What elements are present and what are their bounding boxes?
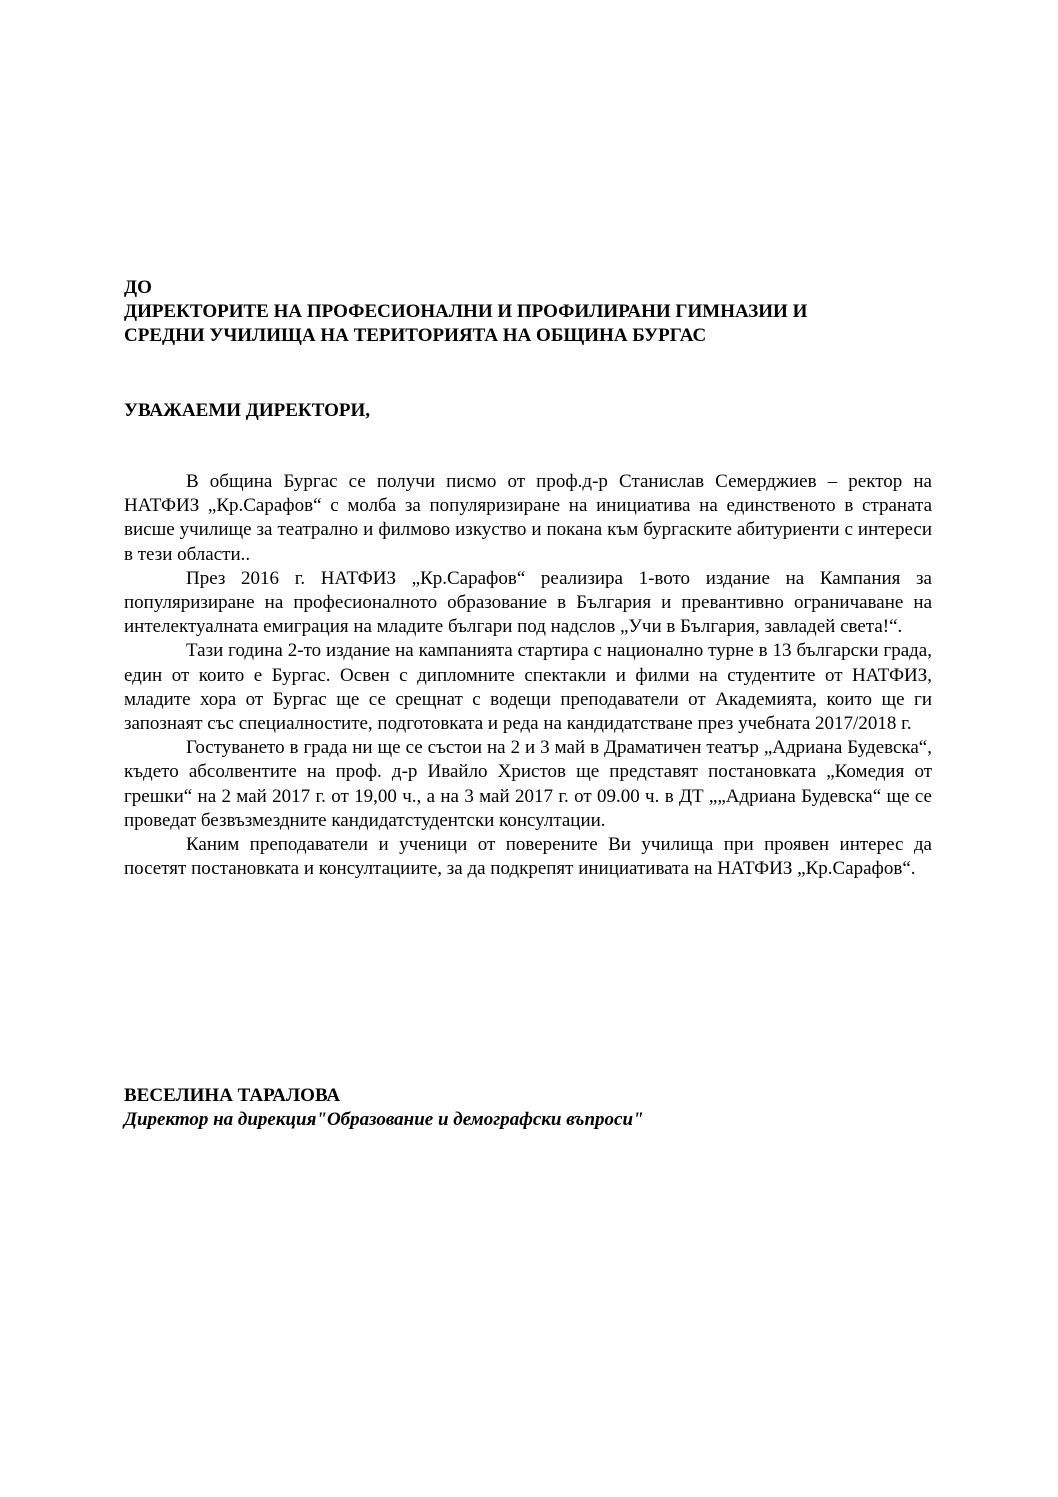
- salutation: УВАЖАЕМИ ДИРЕКТОРИ,: [124, 400, 371, 421]
- body-paragraph: През 2016 г. НАТФИЗ „Кр.Сарафов“ реализира 1-вото издание на Кампания за популяризиране на професионалното образование в България и превантивно ограничаване на интелектуалната емиграция на младите българи под надслов „Учи в България, завладей света!“.: [124, 567, 932, 638]
- letter-body: [124, 470, 932, 881]
- addressee-line-1: ДИРЕКТОРИТЕ НА ПРОФЕСИОНАЛНИ И ПРОФИЛИРАНИ ГИМНАЗИИ И: [124, 301, 808, 322]
- signatory-name: ВЕСЕЛИНА ТАРАЛОВА: [124, 1085, 341, 1106]
- body-paragraph: Гостуването в града ни ще се състои на 2 и 3 май в Драматичен театър „Адриана Будевска“, където абсолвентите на проф. д-р Ивайло Христов ще представят постановката „Комедия от грешки“ на 2 май 2017 г. от 19,00 ч., а на 3 май 2017 г. от 09.00 ч. в ДТ „„Адриана Будевска“ ще се проведат безвъзмездните кандидатстудентски консултации.: [124, 737, 932, 831]
- addressee-line-2: СРЕДНИ УЧИЛИЩА НА ТЕРИТОРИЯТА НА ОБЩИНА БУРГАС: [124, 325, 707, 346]
- body-paragraph: Тази година 2-то издание на кампанията стартира с национално турне в 13 български града, един от които е Бургас. Освен с дипломните спектакли и филми на студентите от НАТФИЗ, младите хора от Бургас ще се срещнат с водещи преподаватели от Академията, които ще ги запознаят със специалностите, подготовката и реда на кандидатстване през учебната 2017/2018 г.: [124, 640, 932, 735]
- addressee-block: [124, 276, 944, 348]
- body-paragraph: В община Бургас се получи писмо от проф.д-р Станислав Семерджиев – ректор на НАТФИЗ „Кр.Сарафов“ с молба за популяризиране на инициатива на единственото в страната висше училище за театрално и филмово изкуство и покана към бургаските абитуриенти с интереси в тези области..: [124, 471, 932, 565]
- signature-block: [124, 1084, 944, 1132]
- signatory-title: Директор на дирекция"Образование и демографски въпроси": [124, 1109, 644, 1130]
- addressee-to: ДО: [124, 277, 152, 298]
- body-paragraph: Каним преподаватели и ученици от поверените Ви училища при проявен интерес да посетят постановката и консултациите, за да подкрепят инициативата на НАТФИЗ „Кр.Сарафов“.: [124, 834, 932, 880]
